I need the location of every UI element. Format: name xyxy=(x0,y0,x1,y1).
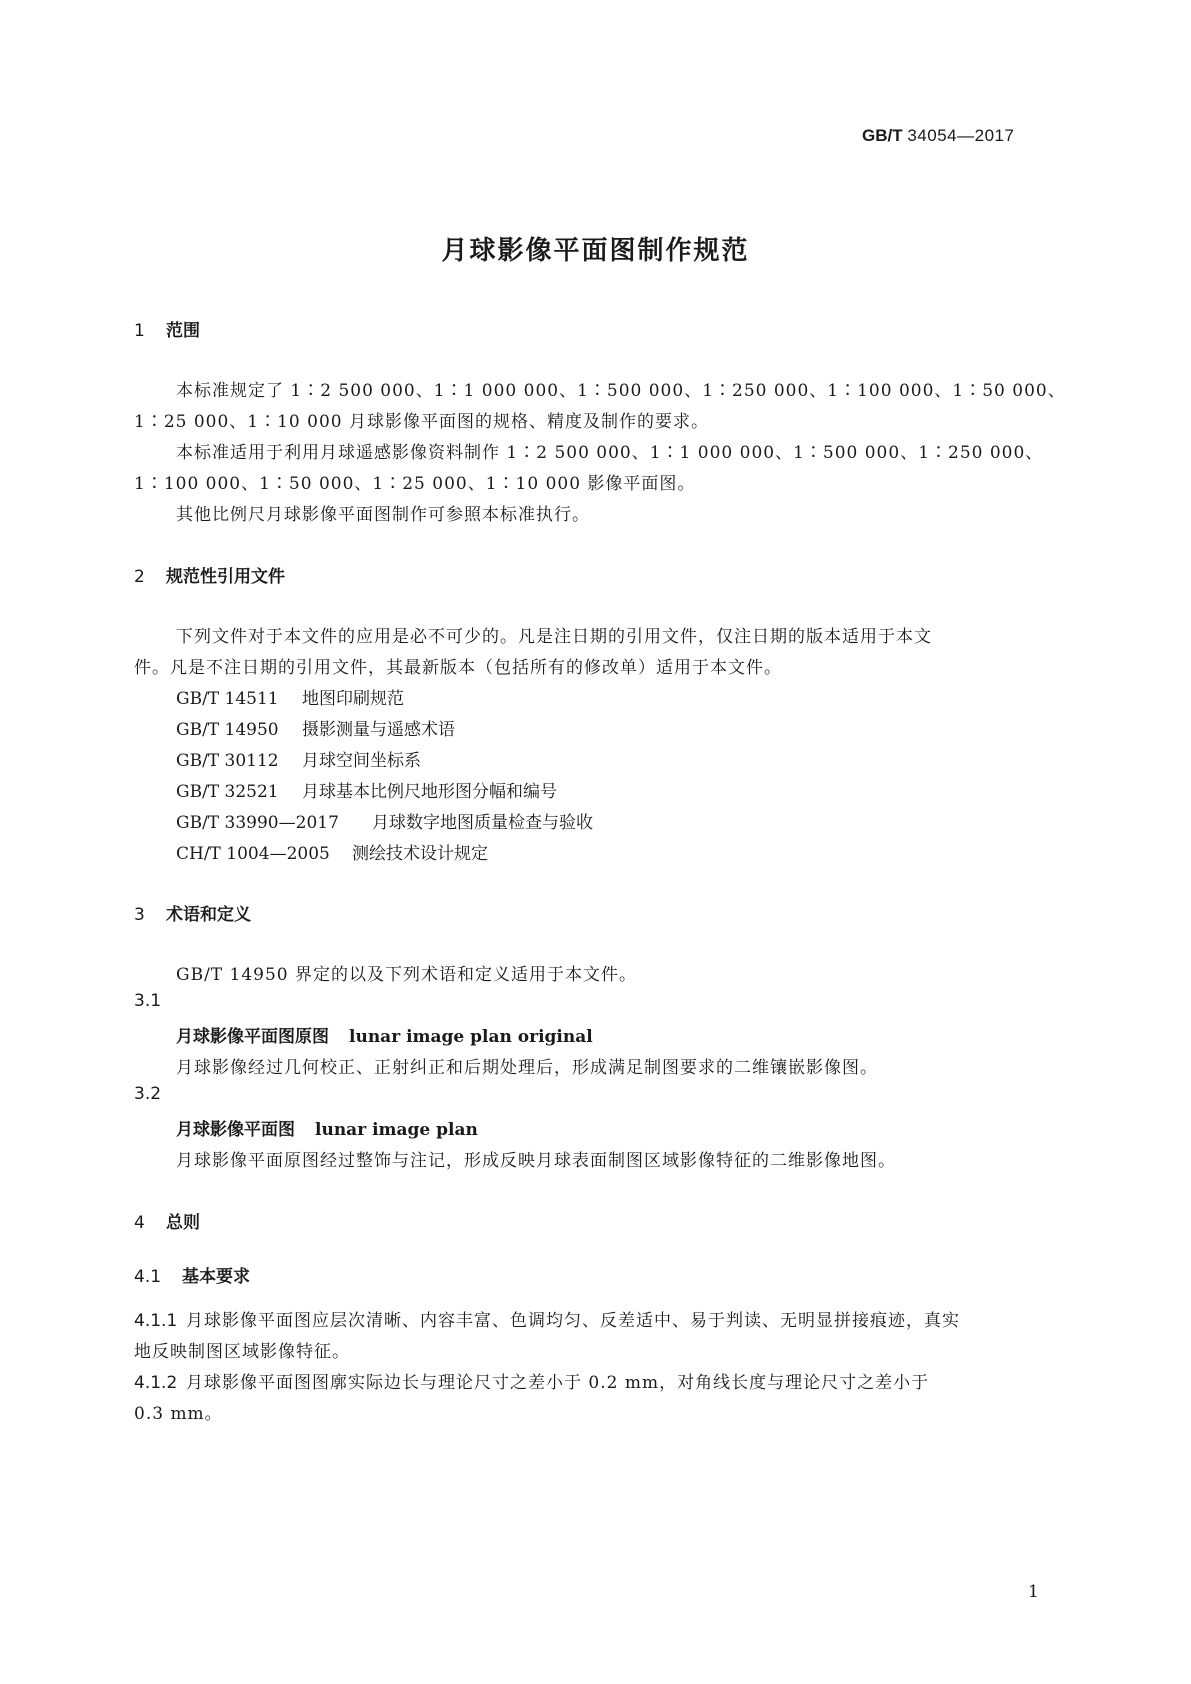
term-chinese: 月球影像平面图 xyxy=(176,1120,295,1140)
reference-code: GB/T 30112 xyxy=(176,751,279,771)
clause-number: 4.1.2 xyxy=(134,1373,178,1393)
reference-item xyxy=(176,808,593,833)
section-3-heading xyxy=(134,900,251,925)
document-title: 月球影像平面图制作规范 xyxy=(441,236,750,266)
term-number: 3.2 xyxy=(134,1084,162,1104)
clause-4-1-2-line-1 xyxy=(134,1368,929,1393)
reference-item xyxy=(176,715,455,740)
section-number: 4 xyxy=(134,1213,145,1233)
reference-code: GB/T 33990—2017 xyxy=(176,813,339,833)
reference-item xyxy=(176,839,488,864)
clause-text: 月球影像平面图图廓实际边长与理论尺寸之差小于 0.2 mm，对角线长度与理论尺寸之差小于 xyxy=(186,1373,930,1393)
section-number: 2 xyxy=(134,567,145,587)
reference-title: 测绘技术设计规定 xyxy=(352,844,488,864)
reference-title: 月球数字地图质量检查与验收 xyxy=(372,813,593,833)
section-number: 4.1 xyxy=(134,1267,162,1287)
term-definition: 月球影像平面原图经过整饰与注记，形成反映月球表面制图区域影像特征的二维影像地图。 xyxy=(176,1151,896,1171)
reference-code: GB/T 14950 xyxy=(176,720,279,740)
normative-intro-line-2: 件。凡是不注日期的引用文件，其最新版本（包括所有的修改单）适用于本文件。 xyxy=(134,658,782,678)
reference-title: 月球基本比例尺地形图分幅和编号 xyxy=(302,782,557,802)
section-title: 规范性引用文件 xyxy=(166,567,285,587)
clause-text: 月球影像平面图应层次清晰、内容丰富、色调均匀、反差适中、易于判读、无明显拼接痕迹，真实 xyxy=(186,1311,960,1331)
reference-code: GB/T 14511 xyxy=(176,689,279,709)
reference-item xyxy=(176,746,421,771)
reference-title: 月球空间坐标系 xyxy=(302,751,421,771)
clause-4-1-1-line-1 xyxy=(134,1306,960,1331)
reference-code: GB/T 32521 xyxy=(176,782,279,802)
section-title: 总则 xyxy=(166,1213,200,1233)
scope-paragraph-2-line-1: 本标准适用于利用月球遥感影像资料制作 1∶2 500 000、1∶1 000 000、1∶500 000、1∶250 000、 xyxy=(176,443,1044,463)
reference-item xyxy=(176,777,557,802)
reference-title: 地图印刷规范 xyxy=(302,689,404,709)
term-definition: 月球影像经过几何校正、正射纠正和后期处理后，形成满足制图要求的二维镶嵌影像图。 xyxy=(176,1058,878,1078)
clause-4-1-2-line-2: 0.3 mm。 xyxy=(134,1404,223,1424)
reference-item xyxy=(176,684,404,709)
standard-code-prefix: GB/T xyxy=(862,126,903,145)
page-number: 1 xyxy=(1028,1582,1039,1602)
term-chinese: 月球影像平面图原图 xyxy=(176,1027,329,1047)
section-title: 范围 xyxy=(166,321,200,341)
section-title: 基本要求 xyxy=(182,1267,250,1287)
standard-code-number: 34054—2017 xyxy=(907,126,1015,145)
scope-paragraph-3: 其他比例尺月球影像平面图制作可参照本标准执行。 xyxy=(176,505,590,525)
reference-title: 摄影测量与遥感术语 xyxy=(302,720,455,740)
term-english: lunar image plan original xyxy=(349,1027,593,1047)
section-number: 3 xyxy=(134,905,145,925)
section-1-heading xyxy=(134,316,200,341)
section-number: 1 xyxy=(134,321,145,341)
scope-paragraph-1-line-2: 1∶25 000、1∶10 000 月球影像平面图的规格、精度及制作的要求。 xyxy=(134,412,710,432)
section-4-heading xyxy=(134,1208,200,1233)
section-2-heading xyxy=(134,562,285,587)
scope-paragraph-1-line-1: 本标准规定了 1∶2 500 000、1∶1 000 000、1∶500 000、1∶250 000、1∶100 000、1∶50 000、 xyxy=(176,381,1066,401)
normative-intro-line-1: 下列文件对于本文件的应用是必不可少的。凡是注日期的引用文件，仅注日期的版本适用于本文 xyxy=(176,627,932,647)
clause-number: 4.1.1 xyxy=(134,1311,178,1331)
section-4-1-heading xyxy=(134,1262,250,1287)
terms-intro: GB/T 14950 界定的以及下列术语和定义适用于本文件。 xyxy=(176,965,638,985)
term-english: lunar image plan xyxy=(315,1120,478,1140)
term-heading xyxy=(176,1115,478,1140)
scope-paragraph-2-line-2: 1∶100 000、1∶50 000、1∶25 000、1∶10 000 影像平面图。 xyxy=(134,474,696,494)
reference-code: CH/T 1004—2005 xyxy=(176,844,330,864)
clause-4-1-1-line-2: 地反映制图区域影像特征。 xyxy=(134,1342,350,1362)
standard-code xyxy=(862,126,1014,146)
term-number: 3.1 xyxy=(134,991,162,1011)
section-title: 术语和定义 xyxy=(166,905,251,925)
term-heading xyxy=(176,1022,593,1047)
